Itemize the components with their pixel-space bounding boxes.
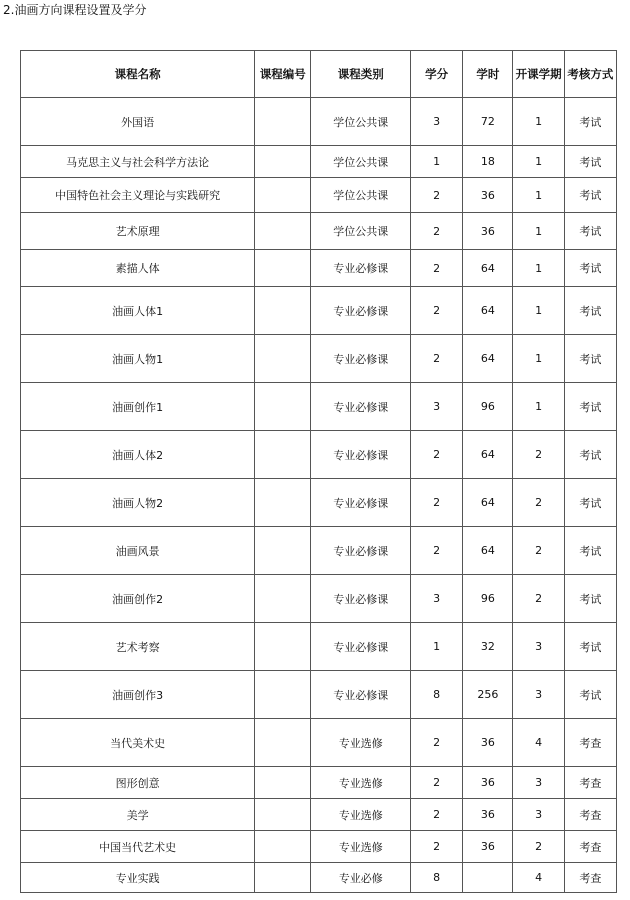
cell-credit: 2 bbox=[410, 719, 462, 767]
cell-course-type: 专业选修 bbox=[311, 831, 411, 863]
page-title: 2.油画方向课程设置及学分 bbox=[3, 3, 147, 17]
cell-hours: 18 bbox=[463, 146, 513, 178]
header-hours: 学时 bbox=[463, 51, 513, 98]
cell-course-code bbox=[255, 98, 311, 146]
cell-course-code bbox=[255, 287, 311, 335]
cell-course-code bbox=[255, 623, 311, 671]
table-row bbox=[21, 671, 617, 719]
cell-course-code bbox=[255, 671, 311, 719]
table-row bbox=[21, 527, 617, 575]
cell-course-type: 专业必修课 bbox=[311, 479, 411, 527]
cell-course-type: 学位公共课 bbox=[311, 146, 411, 178]
cell-course-code bbox=[255, 383, 311, 431]
table-row bbox=[21, 863, 617, 893]
table-row bbox=[21, 287, 617, 335]
header-course-code: 课程编号 bbox=[255, 51, 311, 98]
cell-course-type: 专业必修课 bbox=[311, 431, 411, 479]
cell-exam-method: 考试 bbox=[564, 431, 616, 479]
cell-term: 1 bbox=[513, 178, 564, 213]
cell-credit: 2 bbox=[410, 527, 462, 575]
cell-course-name: 油画人物1 bbox=[21, 335, 255, 383]
cell-course-code bbox=[255, 178, 311, 213]
cell-term: 3 bbox=[513, 799, 564, 831]
cell-course-name: 中国特色社会主义理论与实践研究 bbox=[21, 178, 255, 213]
cell-exam-method: 考试 bbox=[564, 527, 616, 575]
cell-course-type: 专业选修 bbox=[311, 799, 411, 831]
cell-course-name: 专业实践 bbox=[21, 863, 255, 893]
cell-course-name: 油画人物2 bbox=[21, 479, 255, 527]
table-row bbox=[21, 719, 617, 767]
cell-course-code bbox=[255, 527, 311, 575]
cell-course-name: 油画创作1 bbox=[21, 383, 255, 431]
cell-course-name: 素描人体 bbox=[21, 250, 255, 287]
header-course-name: 课程名称 bbox=[21, 51, 255, 98]
cell-exam-method: 考试 bbox=[564, 146, 616, 178]
cell-hours: 72 bbox=[463, 98, 513, 146]
table-row bbox=[21, 623, 617, 671]
cell-exam-method: 考试 bbox=[564, 671, 616, 719]
table-row bbox=[21, 98, 617, 146]
table-row bbox=[21, 213, 617, 250]
cell-course-code bbox=[255, 863, 311, 893]
cell-course-code bbox=[255, 799, 311, 831]
cell-term: 1 bbox=[513, 213, 564, 250]
cell-credit: 3 bbox=[410, 575, 462, 623]
cell-exam-method: 考试 bbox=[564, 383, 616, 431]
cell-term: 3 bbox=[513, 623, 564, 671]
cell-course-name: 油画人体2 bbox=[21, 431, 255, 479]
course-table bbox=[20, 50, 617, 893]
cell-course-type: 专业必修课 bbox=[311, 287, 411, 335]
cell-course-code bbox=[255, 213, 311, 250]
cell-credit: 2 bbox=[410, 479, 462, 527]
cell-exam-method: 考查 bbox=[564, 767, 616, 799]
cell-credit: 2 bbox=[410, 250, 462, 287]
cell-course-name: 图形创意 bbox=[21, 767, 255, 799]
cell-exam-method: 考试 bbox=[564, 335, 616, 383]
cell-hours: 96 bbox=[463, 383, 513, 431]
table-row bbox=[21, 146, 617, 178]
table-row bbox=[21, 799, 617, 831]
header-credit: 学分 bbox=[410, 51, 462, 98]
cell-course-name: 油画创作2 bbox=[21, 575, 255, 623]
table-row bbox=[21, 178, 617, 213]
cell-credit: 2 bbox=[410, 213, 462, 250]
cell-term: 2 bbox=[513, 575, 564, 623]
cell-course-name: 外国语 bbox=[21, 98, 255, 146]
cell-course-code bbox=[255, 831, 311, 863]
cell-course-code bbox=[255, 250, 311, 287]
cell-exam-method: 考试 bbox=[564, 250, 616, 287]
cell-credit: 3 bbox=[410, 383, 462, 431]
cell-term: 2 bbox=[513, 831, 564, 863]
cell-term: 1 bbox=[513, 146, 564, 178]
cell-exam-method: 考试 bbox=[564, 213, 616, 250]
cell-term: 3 bbox=[513, 671, 564, 719]
cell-course-name: 油画人体1 bbox=[21, 287, 255, 335]
cell-hours: 64 bbox=[463, 335, 513, 383]
table-row bbox=[21, 767, 617, 799]
cell-course-type: 专业必修课 bbox=[311, 527, 411, 575]
cell-credit: 2 bbox=[410, 799, 462, 831]
cell-credit: 2 bbox=[410, 831, 462, 863]
cell-hours: 36 bbox=[463, 767, 513, 799]
cell-term: 2 bbox=[513, 479, 564, 527]
cell-term: 1 bbox=[513, 250, 564, 287]
table-row bbox=[21, 431, 617, 479]
cell-exam-method: 考试 bbox=[564, 178, 616, 213]
table-row bbox=[21, 575, 617, 623]
cell-exam-method: 考试 bbox=[564, 98, 616, 146]
cell-exam-method: 考查 bbox=[564, 831, 616, 863]
cell-course-type: 专业必修课 bbox=[311, 383, 411, 431]
cell-term: 1 bbox=[513, 287, 564, 335]
cell-credit: 8 bbox=[410, 671, 462, 719]
table-row bbox=[21, 335, 617, 383]
table-row bbox=[21, 383, 617, 431]
header-course-type: 课程类别 bbox=[311, 51, 411, 98]
cell-hours: 36 bbox=[463, 178, 513, 213]
cell-exam-method: 考试 bbox=[564, 287, 616, 335]
cell-course-type: 专业必修课 bbox=[311, 671, 411, 719]
cell-term: 2 bbox=[513, 527, 564, 575]
cell-hours: 64 bbox=[463, 431, 513, 479]
cell-course-name: 艺术原理 bbox=[21, 213, 255, 250]
cell-course-type: 学位公共课 bbox=[311, 178, 411, 213]
cell-hours: 36 bbox=[463, 719, 513, 767]
cell-exam-method: 考查 bbox=[564, 863, 616, 893]
cell-hours: 36 bbox=[463, 799, 513, 831]
cell-credit: 3 bbox=[410, 98, 462, 146]
cell-hours: 64 bbox=[463, 479, 513, 527]
cell-credit: 2 bbox=[410, 431, 462, 479]
cell-term: 4 bbox=[513, 719, 564, 767]
cell-course-name: 油画风景 bbox=[21, 527, 255, 575]
cell-course-type: 专业选修 bbox=[311, 767, 411, 799]
cell-credit: 2 bbox=[410, 287, 462, 335]
cell-course-code bbox=[255, 335, 311, 383]
cell-term: 1 bbox=[513, 383, 564, 431]
cell-hours: 36 bbox=[463, 213, 513, 250]
cell-term: 1 bbox=[513, 98, 564, 146]
cell-course-type: 学位公共课 bbox=[311, 213, 411, 250]
cell-term: 3 bbox=[513, 767, 564, 799]
table-row bbox=[21, 831, 617, 863]
cell-hours: 64 bbox=[463, 527, 513, 575]
cell-credit: 2 bbox=[410, 335, 462, 383]
cell-exam-method: 考查 bbox=[564, 719, 616, 767]
cell-course-code bbox=[255, 146, 311, 178]
cell-hours: 64 bbox=[463, 287, 513, 335]
cell-credit: 2 bbox=[410, 767, 462, 799]
cell-credit: 1 bbox=[410, 623, 462, 671]
cell-course-type: 专业必修课 bbox=[311, 623, 411, 671]
cell-term: 4 bbox=[513, 863, 564, 893]
cell-course-name: 油画创作3 bbox=[21, 671, 255, 719]
cell-course-name: 中国当代艺术史 bbox=[21, 831, 255, 863]
cell-hours: 256 bbox=[463, 671, 513, 719]
cell-course-name: 美学 bbox=[21, 799, 255, 831]
cell-course-type: 专业必修课 bbox=[311, 575, 411, 623]
cell-course-type: 专业必修课 bbox=[311, 250, 411, 287]
table-row bbox=[21, 479, 617, 527]
cell-hours: 32 bbox=[463, 623, 513, 671]
cell-term: 2 bbox=[513, 431, 564, 479]
cell-course-code bbox=[255, 719, 311, 767]
header-term: 开课学期 bbox=[513, 51, 564, 98]
cell-course-type: 专业必修课 bbox=[311, 335, 411, 383]
cell-hours bbox=[463, 863, 513, 893]
cell-course-type: 专业必修 bbox=[311, 863, 411, 893]
cell-course-type: 学位公共课 bbox=[311, 98, 411, 146]
cell-hours: 36 bbox=[463, 831, 513, 863]
table-header-row bbox=[21, 51, 617, 98]
cell-exam-method: 考查 bbox=[564, 799, 616, 831]
cell-course-code bbox=[255, 575, 311, 623]
cell-hours: 64 bbox=[463, 250, 513, 287]
cell-course-code bbox=[255, 431, 311, 479]
cell-credit: 2 bbox=[410, 178, 462, 213]
cell-credit: 8 bbox=[410, 863, 462, 893]
cell-course-name: 马克思主义与社会科学方法论 bbox=[21, 146, 255, 178]
cell-credit: 1 bbox=[410, 146, 462, 178]
cell-course-code bbox=[255, 479, 311, 527]
cell-exam-method: 考试 bbox=[564, 479, 616, 527]
header-exam-method: 考核方式 bbox=[564, 51, 616, 98]
cell-hours: 96 bbox=[463, 575, 513, 623]
cell-exam-method: 考试 bbox=[564, 623, 616, 671]
cell-course-type: 专业选修 bbox=[311, 719, 411, 767]
table-row bbox=[21, 250, 617, 287]
cell-term: 1 bbox=[513, 335, 564, 383]
cell-course-code bbox=[255, 767, 311, 799]
cell-exam-method: 考试 bbox=[564, 575, 616, 623]
cell-course-name: 当代美术史 bbox=[21, 719, 255, 767]
cell-course-name: 艺术考察 bbox=[21, 623, 255, 671]
